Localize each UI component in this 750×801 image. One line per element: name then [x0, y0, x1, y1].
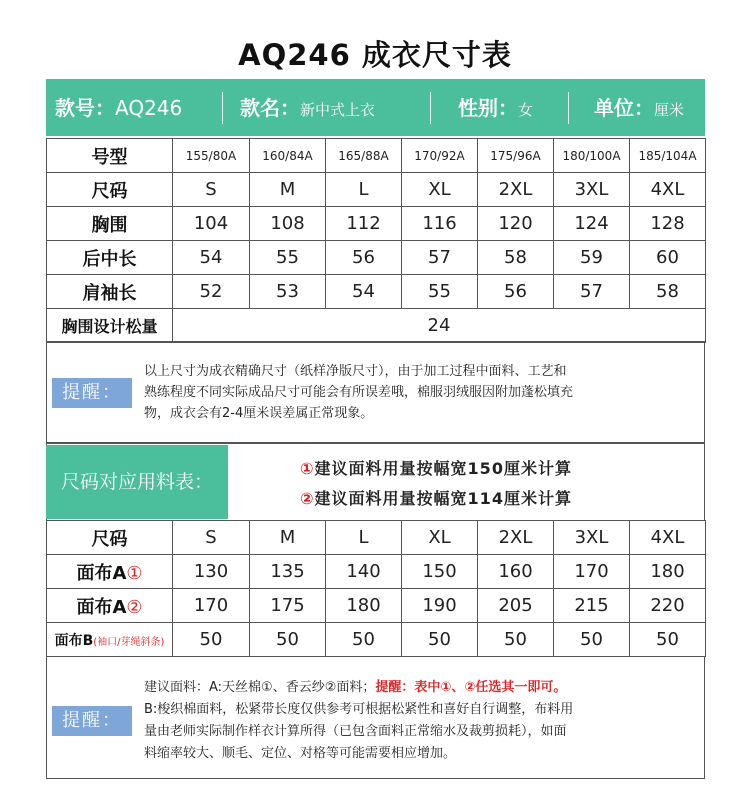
table-row [47, 555, 706, 589]
table-row [47, 139, 706, 173]
page-title: AQ246 成衣尺寸表 [238, 38, 512, 72]
table-row [47, 309, 706, 343]
fabric-name: 面布A [76, 562, 127, 584]
reminder-line: 以上尺寸为成衣精确尺寸（纸样净版尺寸），由于加工过程中面料、工艺和 [144, 364, 567, 379]
cell: 54 [326, 275, 402, 309]
cell: 150 [402, 555, 478, 589]
reminder-line: 料缩率较大、顺毛、定位、对格等可能需要相应增加。 [144, 746, 457, 761]
cell: 55 [250, 241, 326, 275]
cell: 160 [478, 555, 554, 589]
note-mark: ① [300, 459, 315, 478]
cell: 180 [630, 555, 706, 589]
table-row [47, 623, 706, 657]
header-divider [222, 92, 223, 124]
header-divider [568, 92, 569, 124]
cell: 140 [326, 555, 402, 589]
fabric-mark: (袖口/芽绳斜条) [93, 636, 165, 648]
unit [594, 93, 684, 123]
gender-label: 性别： [458, 96, 518, 120]
cell: 170 [554, 555, 630, 589]
size-code: 185/104A [630, 139, 706, 173]
cell: 58 [478, 241, 554, 275]
size-table [46, 138, 706, 343]
fabric-mark: ① [126, 562, 143, 584]
size-header: L [326, 521, 402, 555]
table-row [47, 521, 706, 555]
reminder-emphasis: 提醒：表中①、②任选其一即可。 [375, 680, 567, 695]
cell: M [250, 173, 326, 207]
suggested-fabric: 建议面料：A:天丝棉①、香云纱②面料； [144, 680, 376, 695]
size-header: XL [402, 521, 478, 555]
gender-value: 女 [518, 101, 534, 119]
reminder-line [144, 677, 704, 699]
cell: 57 [402, 241, 478, 275]
cell: 120 [478, 207, 554, 241]
cell: 108 [250, 207, 326, 241]
cell: 59 [554, 241, 630, 275]
fabric-name: 面布B [54, 632, 94, 649]
fabric-section-label: 尺码对应用料表： [46, 445, 228, 519]
note-text: 建议面料用量按幅宽150厘米计算 [314, 459, 572, 478]
cell: S [173, 173, 250, 207]
cell: 4XL [630, 173, 706, 207]
row-label [47, 555, 173, 589]
reminder-text [144, 677, 704, 765]
cell: 50 [173, 623, 250, 657]
note-mark: ② [300, 489, 315, 508]
cell: 3XL [554, 173, 630, 207]
size-header: 3XL [554, 521, 630, 555]
reminder-line: 量由老师实际制作样衣计算所得（已包含面料正常缩水及裁剪损耗），如面 [144, 724, 567, 739]
size-code: 180/100A [554, 139, 630, 173]
fabric-table [46, 520, 706, 657]
reminder-line: 熟练程度不同实际成品尺寸可能会有所误差哦，棉服羽绒服因附加蓬松填充 [144, 385, 574, 400]
row-label: 肩袖长 [47, 275, 173, 309]
size-header: S [173, 521, 250, 555]
cell: 50 [554, 623, 630, 657]
style-name-value: 新中式上衣 [300, 101, 376, 119]
cell: 50 [630, 623, 706, 657]
cell: 135 [250, 555, 326, 589]
cell: 124 [554, 207, 630, 241]
cell: 130 [173, 555, 250, 589]
ease-value: 24 [173, 309, 706, 343]
cell: 54 [173, 241, 250, 275]
size-code: 165/88A [326, 139, 402, 173]
row-label: 尺码 [47, 521, 173, 555]
gender [458, 93, 533, 123]
fabric-mark: ② [126, 596, 143, 618]
table-row [47, 275, 706, 309]
cell: 57 [554, 275, 630, 309]
cell: 180 [326, 589, 402, 623]
row-label: 后中长 [47, 241, 173, 275]
cell: 60 [630, 241, 706, 275]
cell: 50 [402, 623, 478, 657]
cell: L [326, 173, 402, 207]
size-header: 2XL [478, 521, 554, 555]
size-code: 160/84A [250, 139, 326, 173]
size-code: 155/80A [173, 139, 250, 173]
table-row [47, 207, 706, 241]
unit-value: 厘米 [654, 101, 685, 119]
size-code: 175/96A [478, 139, 554, 173]
unit-label: 单位： [594, 96, 654, 120]
note-text: 建议面料用量按幅宽114厘米计算 [314, 489, 572, 508]
size-header: M [250, 521, 326, 555]
reminder-text [144, 361, 700, 424]
table-row [47, 173, 706, 207]
cell: 53 [250, 275, 326, 309]
ease-label: 胸围设计松量 [47, 309, 173, 343]
cell: 190 [402, 589, 478, 623]
fabric-note-2 [300, 486, 572, 509]
reminder-line: 物，成衣会有2-4厘米误差属正常现象。 [144, 406, 374, 421]
fabric-name: 面布A [76, 596, 127, 618]
cell: 50 [478, 623, 554, 657]
row-label: 号型 [47, 139, 173, 173]
cell: 56 [478, 275, 554, 309]
style-no [55, 93, 182, 123]
cell: 56 [326, 241, 402, 275]
cell: XL [402, 173, 478, 207]
cell: 116 [402, 207, 478, 241]
cell: 170 [173, 589, 250, 623]
reminder-line: B:梭织棉面料，松紧带长度仅供参考可根据松紧性和喜好自行调整，布料用 [144, 702, 574, 717]
cell: 55 [402, 275, 478, 309]
style-no-label: 款号： [55, 96, 115, 120]
reminder-label: 提醒： [52, 378, 132, 408]
cell: 128 [630, 207, 706, 241]
cell: 58 [630, 275, 706, 309]
fabric-note-1 [300, 456, 572, 479]
cell: 50 [250, 623, 326, 657]
style-name-label: 款名： [240, 96, 300, 120]
row-label: 尺码 [47, 173, 173, 207]
cell: 104 [173, 207, 250, 241]
cell: 52 [173, 275, 250, 309]
size-code: 170/92A [402, 139, 478, 173]
cell: 2XL [478, 173, 554, 207]
cell: 215 [554, 589, 630, 623]
row-label [47, 589, 173, 623]
reminder-label: 提醒： [52, 706, 132, 736]
size-header: 4XL [630, 521, 706, 555]
cell: 205 [478, 589, 554, 623]
style-name [240, 93, 375, 123]
header-divider [430, 92, 431, 124]
cell: 112 [326, 207, 402, 241]
cell: 50 [326, 623, 402, 657]
style-no-value: AQ246 [115, 96, 183, 120]
cell: 175 [250, 589, 326, 623]
cell: 220 [630, 589, 706, 623]
table-row [47, 241, 706, 275]
row-label [47, 623, 173, 657]
table-row [47, 589, 706, 623]
row-label: 胸围 [47, 207, 173, 241]
